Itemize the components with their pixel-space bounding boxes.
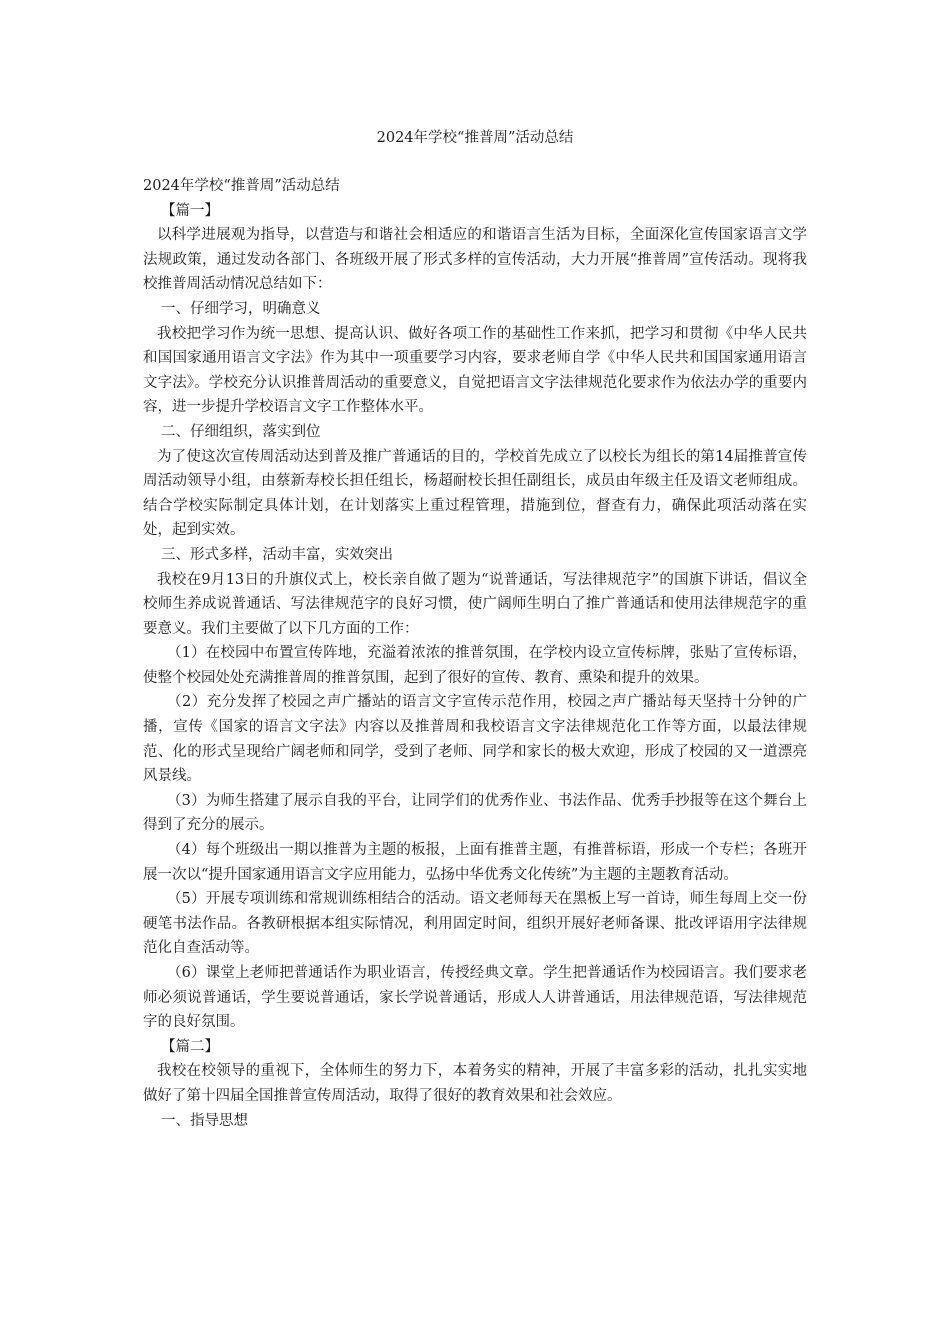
document-subtitle: 2024年学校“推普周”活动总结 <box>143 178 340 194</box>
heading-organize: 二、仔细组织，落实到位 <box>161 423 321 440</box>
paragraph-study: 我校把学习作为统一思想、提高认识、做好各项工作的基础性工作来抓，把学习和贯彻《中华人民共和国国家通用语言文字法》作为其中一项重要学习内容，要求老师自学《中华人民共和国国家通用语言文字法》。学校充分认识推普周活动的重要意义，自觉把语言文字法律规范化要求作为依法办学的重要内容，进一步提升学校语言文字工作整体水平。 <box>143 325 807 416</box>
document-title: 2024年学校“推普周”活动总结 <box>376 130 574 146</box>
paragraph-activities: 我校在9月13日的升旗仪式上，校长亲自做了题为“说普通话，写法律规范字”的国旗下讲话，倡议全校师生养成说普通话、写法律规范字的良好习惯，使广阔师生明白了推广普通话和使用法律规范字的重要意义。我们主要做了以下几方面的工作： <box>143 571 807 637</box>
section-label-part1: 【篇一】 <box>161 202 219 219</box>
heading-study: 一、仔细学习，明确意义 <box>161 300 321 317</box>
document-body <box>143 174 807 1133</box>
paragraph-organize: 为了使这次宣传周活动达到普及推广普通话的目的，学校首先成立了以校长为组长的第14届推普宣传周活动领导小组，由蔡新寿校长担任组长，杨超耐校长担任副组长，成员由年级主任及语文老师组成。结合学校实际制定具体计划，在计划落实上重过程管理，措施到位，督查有力，确保此项活动落在实处，起到实效。 <box>143 448 807 539</box>
list-item: （6）课堂上老师把普通话作为职业语言，传授经典文章。学生把普通话作为校园语言。我们要求老师必须说普通话，学生要说普通话，家长学说普通话，形成人人讲普通话，用法律规范语，写法律规范字的良好氛围。 <box>143 965 807 1031</box>
list-item: （3）为师生搭建了展示自我的平台，让同学们的优秀作业、书法作品、优秀手抄报等在这个舞台上得到了充分的展示。 <box>143 792 807 834</box>
paragraph-intro-part1: 以科学进展观为指导，以营造与和谐社会相适应的和谐语言生活为目标，全面深化宣传国家语言文学法规政策，通过发动各部门、各班级开展了形式多样的宣传活动，大力开展“推普周”宣传活动。现将我校推普周活动情况总结如下： <box>143 227 807 293</box>
list-item: （4）每个班级出一期以推普为主题的板报，上面有推普主题，有推普标语，形成一个专栏；各班开展一次以“提升国家通用语言文字应用能力，弘扬中华优秀文化传统”为主题的主题教育活动。 <box>143 842 807 883</box>
list-item: （2）充分发挥了校园之声广播站的语言文字宣传示范作用，校园之声广播站每天坚持十分钟的广播，宣传《国家的语言文字法》内容以及推普周和我校语言文字法律规范化工作等方面，以最法律规范、化的形式呈现给广阔老师和同学，受到了老师、同学和家长的极大欢迎，形成了校园的又一道漂亮风景线。 <box>143 694 807 785</box>
heading-activities: 三、形式多样，活动丰富，实效突出 <box>161 546 393 563</box>
list-item: （5）开展专项训练和常规训练相结合的活动。语文老师每天在黑板上写一首诗，师生每周上交一份硬笔书法作品。各教研根据本组实际情况，利用固定时间，组织开展好老师备课、批改评语用字法律规范化自查活动等。 <box>143 891 807 957</box>
section-label-part2: 【篇二】 <box>161 1038 219 1055</box>
paragraph-intro-part2: 我校在校领导的重视下，全体师生的努力下，本着务实的精神，开展了丰富多彩的活动，扎扎实实地做好了第十四届全国推普宣传周活动，取得了很好的教育效果和社会效应。 <box>143 1063 807 1104</box>
list-item: （1）在校园中布置宣传阵地，充溢着浓浓的推普氛围，在学校内设立宣传标牌，张贴了宣传标语，使整个校园处处充满推普周的推普氛围，起到了很好的宣传、教育、熏染和提升的效果。 <box>143 645 807 686</box>
heading-guiding-thought: 一、指导思想 <box>161 1112 248 1129</box>
